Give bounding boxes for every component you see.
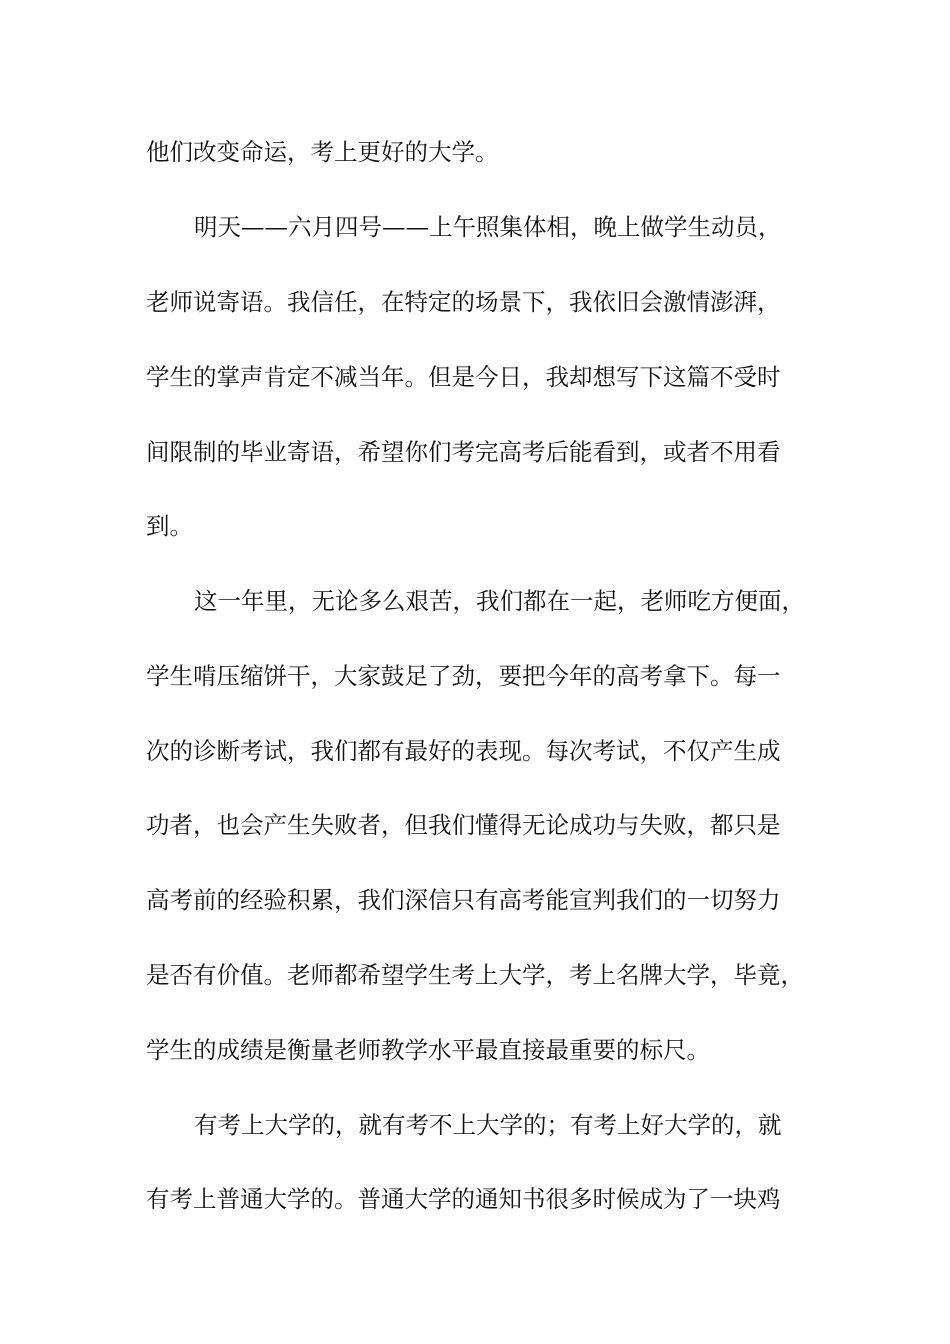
text-line: 是否有价值。老师都希望学生考上大学，考上名牌大学，毕竟， [146,961,804,989]
text-line: 学生啃压缩饼干，大家鼓足了劲，要把今年的高考拿下。每一 [146,662,781,690]
text-line: 老师说寄语。我信任，在特定的场景下，我依旧会激情澎湃， [146,288,781,316]
text-line: 间限制的毕业寄语，希望你们考完高考后能看到，或者不用看 [146,438,781,466]
text-line: 学生的成绩是衡量老师教学水平最直接最重要的标尺。 [146,1036,710,1064]
text-line: 功者，也会产生失败者，但我们懂得无论成功与失败，都只是 [146,811,781,839]
paragraph-first-line: 有考上大学的，就有考不上大学的；有考上好大学的，就 [194,1111,782,1139]
text-line: 次的诊断考试，我们都有最好的表现。每次考试，不仅产生成 [146,737,781,765]
text-line: 高考前的经验积累，我们深信只有高考能宣判我们的一切努力 [146,886,781,914]
paragraph-first-line: 这一年里，无论多么艰苦，我们都在一起，老师吃方便面， [194,587,805,615]
text-line: 他们改变命运，考上更好的大学。 [146,138,499,166]
text-line: 到。 [146,512,193,540]
text-line: 有考上普通大学的。普通大学的通知书很多时候成为了一块鸡 [146,1185,781,1213]
text-line: 学生的掌声肯定不减当年。但是今日，我却想写下这篇不受时 [146,363,781,391]
paragraph-first-line: 明天——六月四号——上午照集体相，晚上做学生动员， [194,213,782,241]
